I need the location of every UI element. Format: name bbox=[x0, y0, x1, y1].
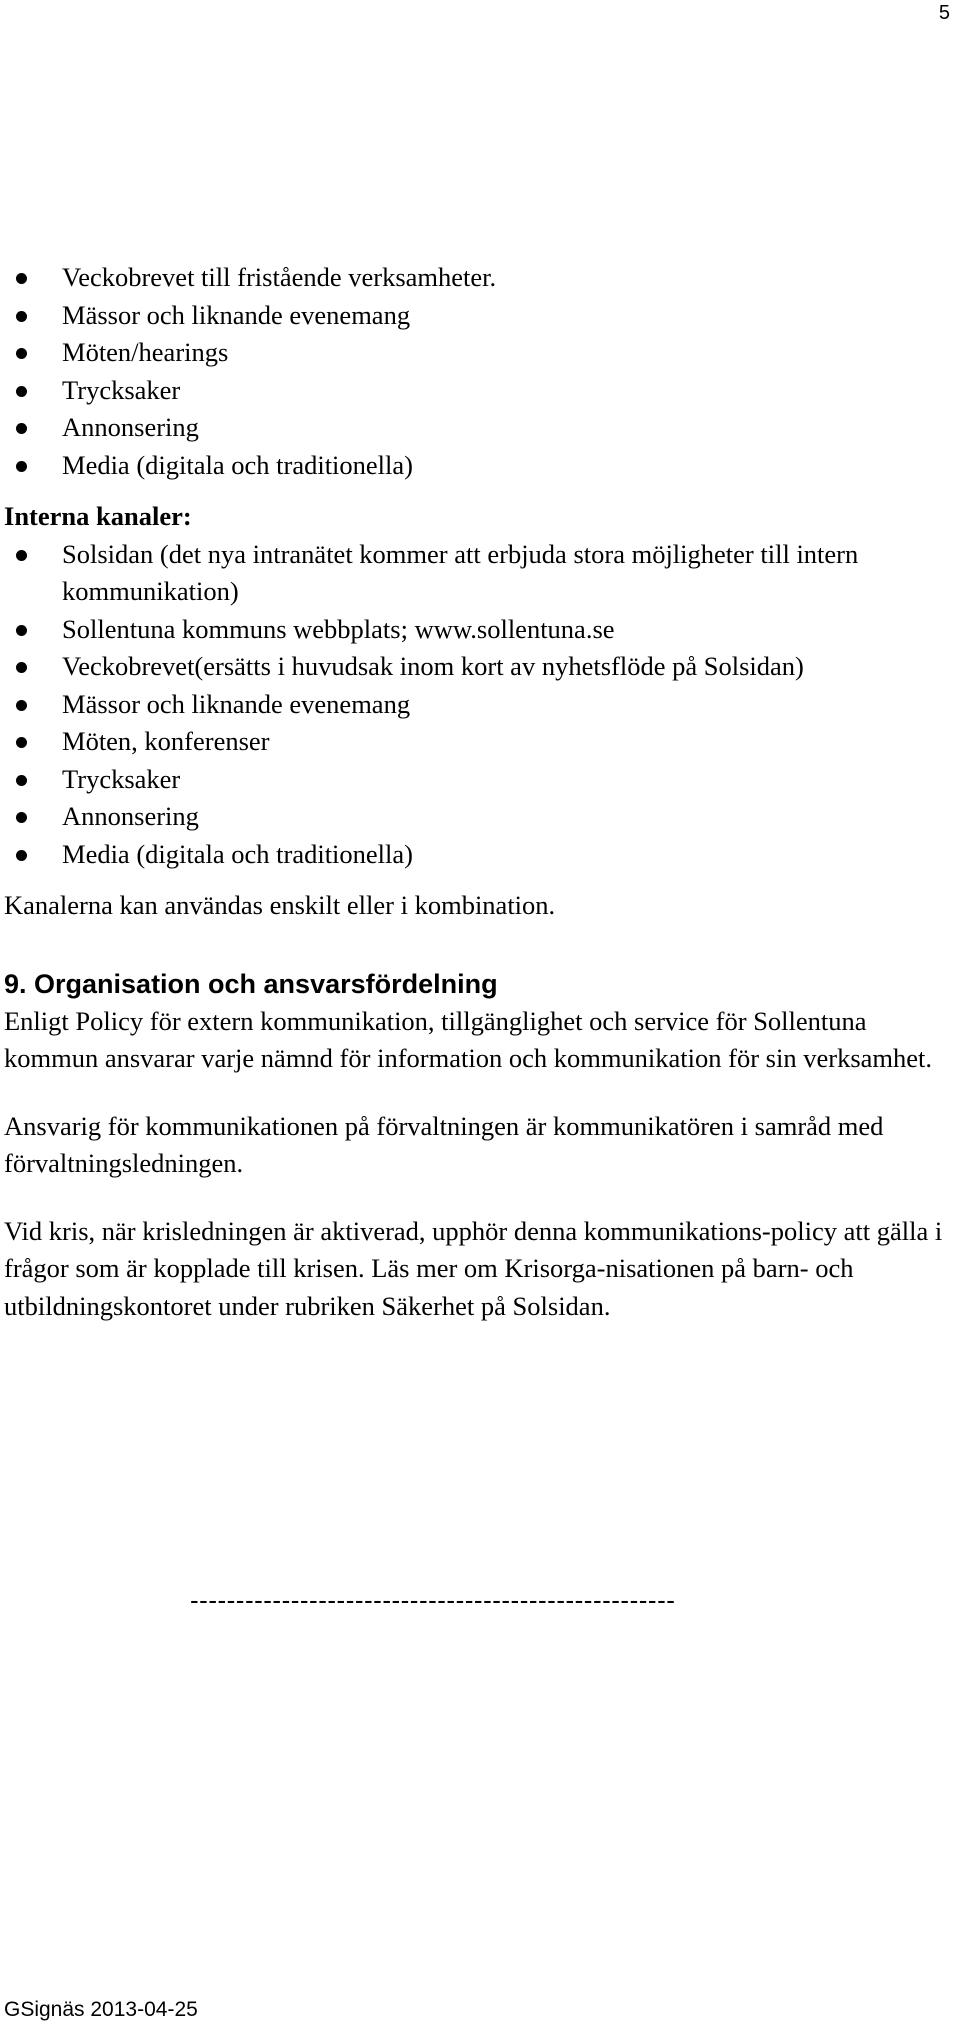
footer-author-date: GSignäs 2013-04-25 bbox=[4, 1998, 198, 2021]
list-item: Veckobrevet till fristående verksamheter. bbox=[4, 259, 944, 297]
list-item: Mässor och liknande evenemang bbox=[4, 686, 944, 724]
list-item: Möten, konferenser bbox=[4, 723, 944, 761]
paragraph: Ansvarig för kommunikationen på förvaltningen är kommunikatören i samråd med förvaltningsledningen. bbox=[4, 1110, 884, 1178]
divider-line: ----------------------------------------------------- bbox=[190, 1585, 676, 1615]
document-body bbox=[4, 259, 944, 1325]
section-title: 9. Organisation och ansvarsfördelning bbox=[4, 968, 498, 999]
list-item: Sollentuna kommuns webbplats; www.sollentuna.se bbox=[4, 611, 944, 649]
external-channels-list bbox=[4, 259, 944, 484]
list-item: Trycksaker bbox=[4, 372, 944, 410]
list-item: Annonsering bbox=[4, 409, 944, 447]
list-item: Mässor och liknande evenemang bbox=[4, 297, 944, 335]
internal-channels-heading: Interna kanaler: bbox=[4, 501, 192, 531]
list-item: Möten/hearings bbox=[4, 334, 944, 372]
internal-channels-list bbox=[4, 536, 944, 874]
paragraph: Vid kris, när krisledningen är aktiverad, upphör denna kommunikations-policy att gälla i frågor som är kopplade till krisen. Läs mer om Krisorga-nisationen på barn- och utbildningskontoret under rubriken Säkerhet på Solsidan. bbox=[4, 1215, 943, 1321]
list-item: Annonsering bbox=[4, 798, 944, 836]
page-number: 5 bbox=[938, 2, 950, 24]
list-item: Trycksaker bbox=[4, 761, 944, 799]
paragraph: Enligt Policy för extern kommunikation, tillgänglighet och service för Sollentuna kommun ansvarar varje nämnd för information och kommunikation för sin verksamhet. bbox=[4, 1005, 933, 1073]
list-item: Solsidan (det nya intranätet kommer att erbjuda stora möjligheter till intern kommunikation) bbox=[4, 536, 944, 611]
channels-note: Kanalerna kan användas enskilt eller i kombination. bbox=[4, 890, 556, 920]
list-item: Media (digitala och traditionella) bbox=[4, 836, 944, 874]
list-item: Veckobrevet(ersätts i huvudsak inom kort av nyhetsflöde på Solsidan) bbox=[4, 648, 944, 686]
list-item: Media (digitala och traditionella) bbox=[4, 447, 944, 485]
